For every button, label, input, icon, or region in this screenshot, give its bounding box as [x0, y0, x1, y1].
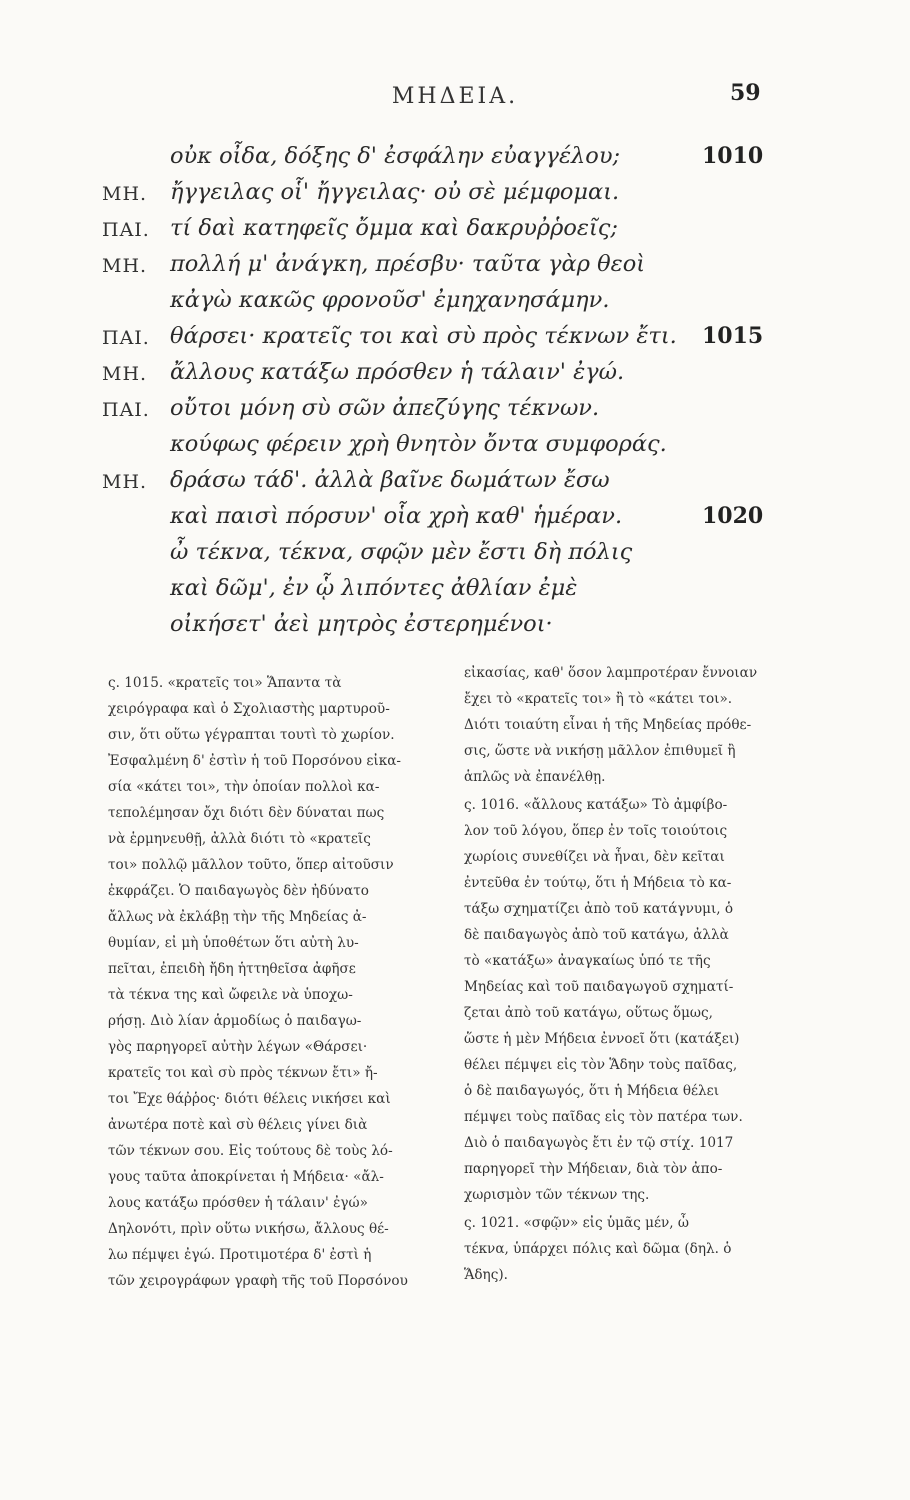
line-number: 1020	[702, 503, 764, 529]
note-line-left: λους κατάξω πρόσθεν ἡ τάλαιν' ἐγώ»	[108, 1195, 368, 1211]
note-line-right: χωρισμὸν τῶν τέκνων της.	[464, 1187, 650, 1203]
note-line-right: ἁπλῶς νὰ ἐπανέλθῃ.	[464, 769, 606, 785]
verse-text: θάρσει· κρατεῖς τοι καὶ σὺ πρὸς τέκνων ἔτι.	[170, 323, 677, 349]
note-line-left: τῶν τέκνων σου. Εἰς τούτους δὲ τοὺς λό-	[108, 1143, 393, 1159]
note-line-right: δὲ παιδαγωγὸς ἀπὸ τοῦ κατάγω, ἀλλὰ	[464, 927, 729, 943]
note-line-left: πεῖται, ἐπειδὴ ἤδη ἡττηθεῖσα ἀφῆσε	[108, 961, 356, 977]
verse-line	[0, 285, 910, 321]
note-line-right: χωρίοις συνεθίζει νὰ ἦναι, δὲν κεῖται	[464, 849, 725, 865]
note-line-right: ἐντεῦθα ἐν τούτῳ, ὅτι ἡ Μήδεια τὸ κα-	[464, 875, 732, 891]
note-line-left: τοι Ἔχε θάῤῥος· διότι θέλεις νικήσει καὶ	[108, 1091, 391, 1107]
speaker-label: ΜΗ.	[102, 255, 148, 277]
note-line-left: τὰ τέκνα της καὶ ὤφειλε νὰ ὑποχω-	[108, 987, 353, 1003]
note-line-left: τοι» πολλῷ μᾶλλον τοῦτο, ὅπερ αἰτοῦσιν	[108, 857, 394, 873]
note-line-left: κρατεῖς τοι καὶ σὺ πρὸς τέκνων ἔτι» ἤ-	[108, 1065, 378, 1081]
verse-line	[0, 357, 910, 393]
verse-text: καὶ παισὶ πόρσυν' οἷα χρὴ καθ' ἡμέραν.	[170, 503, 623, 529]
verse-line	[0, 393, 910, 429]
verse-text: τί δαὶ κατηφεῖς ὄμμα καὶ δακρυῤῥοεῖς;	[170, 215, 618, 241]
verse-text: ἤγγειλας οἷ' ἤγγειλας· οὐ σὲ μέμφομαι.	[170, 179, 620, 205]
verse-line	[0, 249, 910, 285]
note-line-left: ς. 1015. «κρατεῖς τοι» Ἅπαντα τὰ	[108, 675, 342, 691]
note-line-left: γους ταῦτα ἀποκρίνεται ἡ Μήδεια· «ἄλ-	[108, 1169, 384, 1185]
note-line-right: ὁ δὲ παιδαγωγός, ὅτι ἡ Μήδεια θέλει	[464, 1083, 720, 1099]
line-number: 1015	[702, 323, 764, 349]
note-line-left: ἄλλως νὰ ἐκλάβῃ τὴν τῆς Μηδείας ἀ-	[108, 909, 367, 925]
note-line-left: γὸς παρηγορεῖ αὐτὴν λέγων «Θάρσει·	[108, 1039, 368, 1055]
note-line-left: ρήσῃ. Διὸ λίαν ἁρμοδίως ὁ παιδαγω-	[108, 1013, 362, 1029]
speaker-label: ΠΑΙ.	[102, 219, 150, 241]
note-line-right: ς. 1016. «ἄλλους κατάξω» Τὸ ἀμφίβο-	[464, 797, 728, 813]
verse-text: κἀγὼ κακῶς φρονοῦσ' ἐμηχανησάμην.	[170, 287, 610, 313]
note-line-right: πέμψει τοὺς παῖδας εἰς τὸν πατέρα των.	[464, 1109, 743, 1125]
note-line-right: Μηδείας καὶ τοῦ παιδαγωγοῦ σχηματί-	[464, 979, 734, 995]
note-line-right: ἔχει τὸ «κρατεῖς τοι» ἢ τὸ «κάτει τοι».	[464, 691, 733, 707]
verse-line	[0, 177, 910, 213]
note-line-left: λω πέμψει ἐγώ. Προτιμοτέρα δ' ἐστὶ ἡ	[108, 1247, 372, 1263]
verse-line	[0, 609, 910, 645]
note-line-left: τεπολέμησαν ὄχι διότι δὲν δύναται πως	[108, 805, 385, 821]
verse-text: οἰκήσετ' ἀεὶ μητρὸς ἐστερημένοι·	[170, 611, 553, 637]
verse-line	[0, 141, 910, 177]
note-line-right: Διὸ ὁ παιδαγωγὸς ἔτι ἐν τῷ στίχ. 1017	[464, 1135, 734, 1151]
verse-line	[0, 213, 910, 249]
speaker-label: ΜΗ.	[102, 471, 148, 493]
verse-text: καὶ δῶμ', ἐν ᾧ λιπόντες ἀθλίαν ἐμὲ	[170, 575, 578, 601]
page-number: 59	[730, 80, 761, 106]
verse-text: οὔτοι μόνη σὺ σῶν ἀπεζύγης τέκνων.	[170, 395, 600, 421]
note-line-left: τῶν χειρογράφων γραφὴ τῆς τοῦ Πορσόνου	[108, 1273, 408, 1289]
verse-text: κούφως φέρειν χρὴ θνητὸν ὄντα συμφοράς.	[170, 431, 667, 457]
speaker-label: ΠΑΙ.	[102, 399, 150, 421]
speaker-label: ΜΗ.	[102, 183, 148, 205]
note-line-right: σις, ὥστε νὰ νικήσῃ μᾶλλον ἐπιθυμεῖ ἢ	[464, 743, 736, 759]
note-line-left: σιν, ὅτι οὕτω γέγραπται τουτὶ τὸ χωρίον.	[108, 727, 395, 743]
note-line-right: Ἅδης).	[464, 1267, 508, 1283]
note-line-right: τέκνα, ὑπάρχει πόλις καὶ δῶμα (δηλ. ὁ	[464, 1241, 732, 1257]
note-line-right: τὸ «κατάξω» ἀναγκαίως ὑπό τε τῆς	[464, 953, 711, 969]
note-line-left: ἀνωτέρα ποτὲ καὶ σὺ θέλεις γίνει διὰ	[108, 1117, 368, 1133]
verse-text: πολλή μ' ἀνάγκη, πρέσβυ· ταῦτα γὰρ θεοὶ	[170, 251, 646, 277]
note-line-right: λον τοῦ λόγου, ὅπερ ἐν τοῖς τοιούτοις	[464, 823, 728, 839]
verse-text: ἄλλους κατάξω πρόσθεν ἡ τάλαιν' ἐγώ.	[170, 359, 625, 385]
note-line-left: ἐκφράζει. Ὁ παιδαγωγὸς δὲν ἠδύνατο	[108, 883, 369, 899]
verse-text: δράσω τάδ'. ἀλλὰ βαῖνε δωμάτων ἔσω	[170, 467, 610, 493]
note-line-right: ὥστε ἡ μὲν Μήδεια ἐννοεῖ ὅτι (κατάξει)	[464, 1031, 740, 1047]
note-line-right: θέλει πέμψει εἰς τὸν Ἅδην τοὺς παῖδας,	[464, 1057, 738, 1073]
running-title: ΜΗΔΕΙΑ.	[391, 84, 519, 109]
verse-line	[0, 429, 910, 465]
note-line-left: Ἐσφαλμένη δ' ἐστὶν ἡ τοῦ Πορσόνου εἰκα-	[108, 753, 401, 769]
note-line-right: τάξω σχηματίζει ἀπὸ τοῦ κατάγνυμι, ὁ	[464, 901, 734, 917]
speaker-label: ΠΑΙ.	[102, 327, 150, 349]
note-line-left: Δηλονότι, πρὶν οὕτω νικήσω, ἄλλους θέ-	[108, 1221, 389, 1237]
speaker-label: ΜΗ.	[102, 363, 148, 385]
verse-text: ὦ τέκνα, τέκνα, σφῷν μὲν ἔστι δὴ πόλις	[170, 539, 633, 565]
note-line-left: νὰ ἑρμηνευθῇ, ἀλλὰ διότι τὸ «κρατεῖς	[108, 831, 371, 847]
verse-text: οὐκ οἶδα, δόξης δ' ἐσφάλην εὐαγγέλου;	[170, 143, 621, 169]
note-line-left: θυμίαν, εἰ μὴ ὑποθέτων ὅτι αὐτὴ λυ-	[108, 935, 359, 951]
verse-line	[0, 573, 910, 609]
note-line-right: εἰκασίας, καθ' ὅσον λαμπροτέραν ἔννοιαν	[464, 665, 758, 681]
verse-line	[0, 537, 910, 573]
line-number: 1010	[702, 143, 764, 169]
verse-line	[0, 501, 910, 537]
note-line-right: Διότι τοιαύτη εἶναι ἡ τῆς Μηδείας πρόθε-	[464, 717, 752, 733]
note-line-right: ζεται ἀπὸ τοῦ κατάγω, οὕτως ὅμως,	[464, 1005, 713, 1021]
note-line-left: χειρόγραφα καὶ ὁ Σχολιαστὴς μαρτυροῦ-	[108, 701, 390, 717]
verse-line	[0, 321, 910, 357]
verse-line	[0, 465, 910, 501]
note-line-right: παρηγορεῖ τὴν Μήδειαν, διὰ τὸν ἀπο-	[464, 1161, 723, 1177]
note-line-left: σία «κάτει τοι», τὴν ὁποίαν πολλοὶ κα-	[108, 779, 380, 795]
note-line-right: ς. 1021. «σφῷν» εἰς ὑμᾶς μέν, ὦ	[464, 1215, 689, 1231]
